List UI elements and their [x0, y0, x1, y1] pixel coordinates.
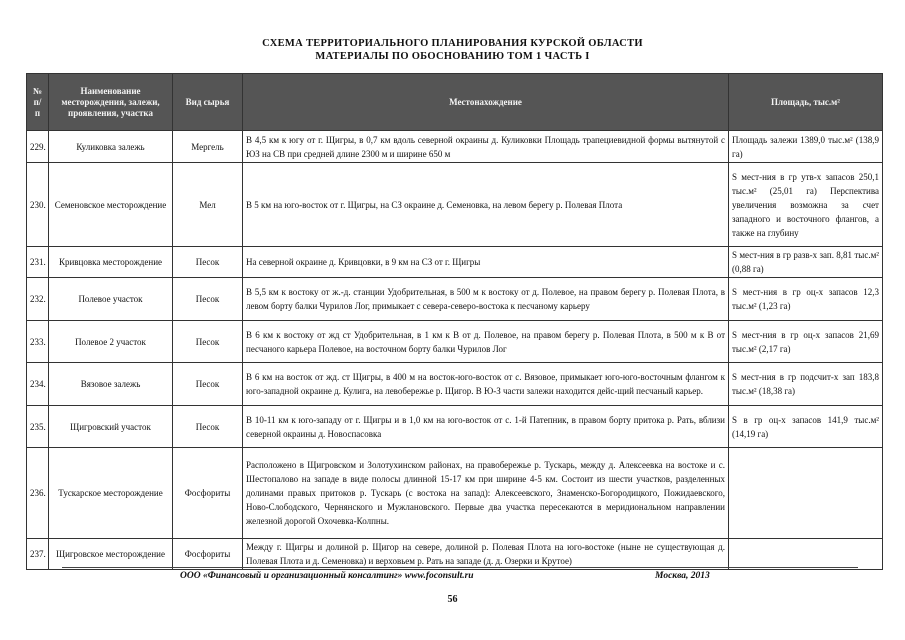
- footer-company: ООО «Финансовый и организационный консалтинг» www.foconsult.ru: [180, 571, 474, 581]
- raw-material-type: Песок: [173, 321, 243, 363]
- deposit-area: S мест-ния в гр утв-х запасов 250,1 тыс.м² (25,01 га) Перспектива увеличения возможна за счет западного и восточного флангов, а также на глубину: [729, 163, 883, 247]
- row-number: 233.: [27, 321, 49, 363]
- raw-material-type: Фосфориты: [173, 448, 243, 539]
- column-header-type: Вид сырья: [173, 74, 243, 131]
- raw-material-type: Песок: [173, 406, 243, 448]
- raw-material-type: Мел: [173, 163, 243, 247]
- raw-material-type: Песок: [173, 247, 243, 278]
- table-header-row: [27, 74, 883, 131]
- deposit-name: Куликовка залежь: [49, 131, 173, 163]
- raw-material-type: Песок: [173, 278, 243, 321]
- deposit-location: В 6 км на восток от жд. ст Щигры, в 400 м на восток-юго-восток от с. Вязовое, примыкает юго-юго-восточным флангом к юго-западной окраине д. Кулига, на левобережье р. Щигор. В Ю-З части залежи находится дейс-щий песчаный карьер.: [243, 363, 729, 406]
- raw-material-type: Фосфориты: [173, 539, 243, 570]
- table-row: [27, 131, 883, 163]
- raw-material-type: Мергель: [173, 131, 243, 163]
- deposit-name: Семеновское месторождение: [49, 163, 173, 247]
- footer-city-year: Москва, 2013: [655, 571, 710, 581]
- deposit-location: Расположено в Щигровском и Золотухинском районах, на правобережье р. Тускарь, между д. Алексеевка на востоке и с. Шестопалово на западе в виде полосы длинной 15-17 км при ширине 4-5 км. Состоит из шести участков, разделенных долинами правых притоков р. Тускарь (с востока на запад): Алексеевского, Знаменско-Богородицкого, Пожидаевского, Ново-Слободского, Чернянского и Мужлановского. Первые два участка пересекаются в меридиональном направлении железной дорогой Охочевка-Колпны.: [243, 448, 729, 539]
- table-row: [27, 539, 883, 570]
- deposit-location: В 6 км к востоку от жд ст Удобрительная, в 1 км к В от д. Полевое, на правом берегу р. Полевая Плота, в 500 м к В от песчаного карьера Полевое, на восточном борту балки Чурилов Лог: [243, 321, 729, 363]
- deposit-name: Щигровское месторождение: [49, 539, 173, 570]
- document-title: СХЕМА ТЕРРИТОРИАЛЬНОГО ПЛАНИРОВАНИЯ КУРСКОЙ ОБЛАСТИ: [262, 38, 643, 49]
- row-number: 235.: [27, 406, 49, 448]
- column-header-number: № п/ п: [27, 74, 49, 131]
- deposit-location: В 5 км на юго-восток от г. Щигры, на СЗ окраине д. Семеновка, на левом берегу р. Полевая Плота: [243, 163, 729, 247]
- deposit-name: Полевое 2 участок: [49, 321, 173, 363]
- deposit-name: Вязовое залежь: [49, 363, 173, 406]
- table-row: [27, 247, 883, 278]
- deposit-area: S мест-ния в гр подсчит-х зап 183,8 тыс.м² (18,38 га): [729, 363, 883, 406]
- row-number: 236.: [27, 448, 49, 539]
- footer-divider: [62, 567, 858, 568]
- deposit-area: S в гр оц-х запасов 141,9 тыс.м² (14,19 га): [729, 406, 883, 448]
- row-number: 237.: [27, 539, 49, 570]
- row-number: 232.: [27, 278, 49, 321]
- row-number: 230.: [27, 163, 49, 247]
- table-row: [27, 321, 883, 363]
- table-row: [27, 448, 883, 539]
- deposit-location: В 4,5 км к югу от г. Щигры, в 0,7 км вдоль северной окраины д. Куликовки Площадь трапециевидной формы вытянутой с ЮЗ на СВ при средней длине 2300 м и ширине 650 м: [243, 131, 729, 163]
- deposits-table: [26, 73, 883, 570]
- table-row: [27, 406, 883, 448]
- deposit-name: Тускарское месторождение: [49, 448, 173, 539]
- raw-material-type: Песок: [173, 363, 243, 406]
- table-row: [27, 278, 883, 321]
- row-number: 234.: [27, 363, 49, 406]
- table-row: [27, 363, 883, 406]
- row-number: 229.: [27, 131, 49, 163]
- deposit-name: Полевое участок: [49, 278, 173, 321]
- deposit-name: Кривцовка месторождение: [49, 247, 173, 278]
- document-subtitle: МАТЕРИАЛЫ ПО ОБОСНОВАНИЮ ТОМ 1 ЧАСТЬ I: [315, 51, 590, 62]
- deposit-location: В 5,5 км к востоку от ж.-д. станции Удобрительная, в 500 м к востоку от д. Полевое, на правом берегу р. Полевая Плота, в левом борту балки Чурилов Лог, примыкает с севера-северо-востока к песчаному карьеру: [243, 278, 729, 321]
- page-number: 56: [447, 594, 458, 605]
- deposit-area: [729, 448, 883, 539]
- deposit-area: S мест-ния в гр оц-х запасов 21,69 тыс.м² (2,17 га): [729, 321, 883, 363]
- deposit-location: На северной окраине д. Кривцовки, в 9 км на СЗ от г. Щигры: [243, 247, 729, 278]
- deposit-area: Площадь залежи 1389,0 тыс.м² (138,9 га): [729, 131, 883, 163]
- table-row: [27, 163, 883, 247]
- deposit-area: S мест-ния в гр разв-х зап. 8,81 тыс.м² (0,88 га): [729, 247, 883, 278]
- deposit-area: [729, 539, 883, 570]
- column-header-area: Площадь, тыс.м²: [729, 74, 883, 131]
- deposit-location: Между г. Щигры и долиной р. Щигор на севере, долиной р. Полевая Плота на юго-востоке (ныне не существующая д. Полевая Плота и д. Семеновка) и верховьем р. Рать на западе (д. д. Озерки и Крутое): [243, 539, 729, 570]
- deposit-location: В 10-11 км к юго-западу от г. Щигры и в 1,0 км на юго-восток от с. 1-й Патепник, в правом борту притока р. Рать, вблизи северной окраины д. Новоспасовка: [243, 406, 729, 448]
- column-header-location: Местонахождение: [243, 74, 729, 131]
- deposit-area: S мест-ния в гр оц-х запасов 12,3 тыс.м² (1,23 га): [729, 278, 883, 321]
- row-number: 231.: [27, 247, 49, 278]
- column-header-name: Наименование месторождения, залежи, проявления, участка: [49, 74, 173, 131]
- deposit-name: Щигровский участок: [49, 406, 173, 448]
